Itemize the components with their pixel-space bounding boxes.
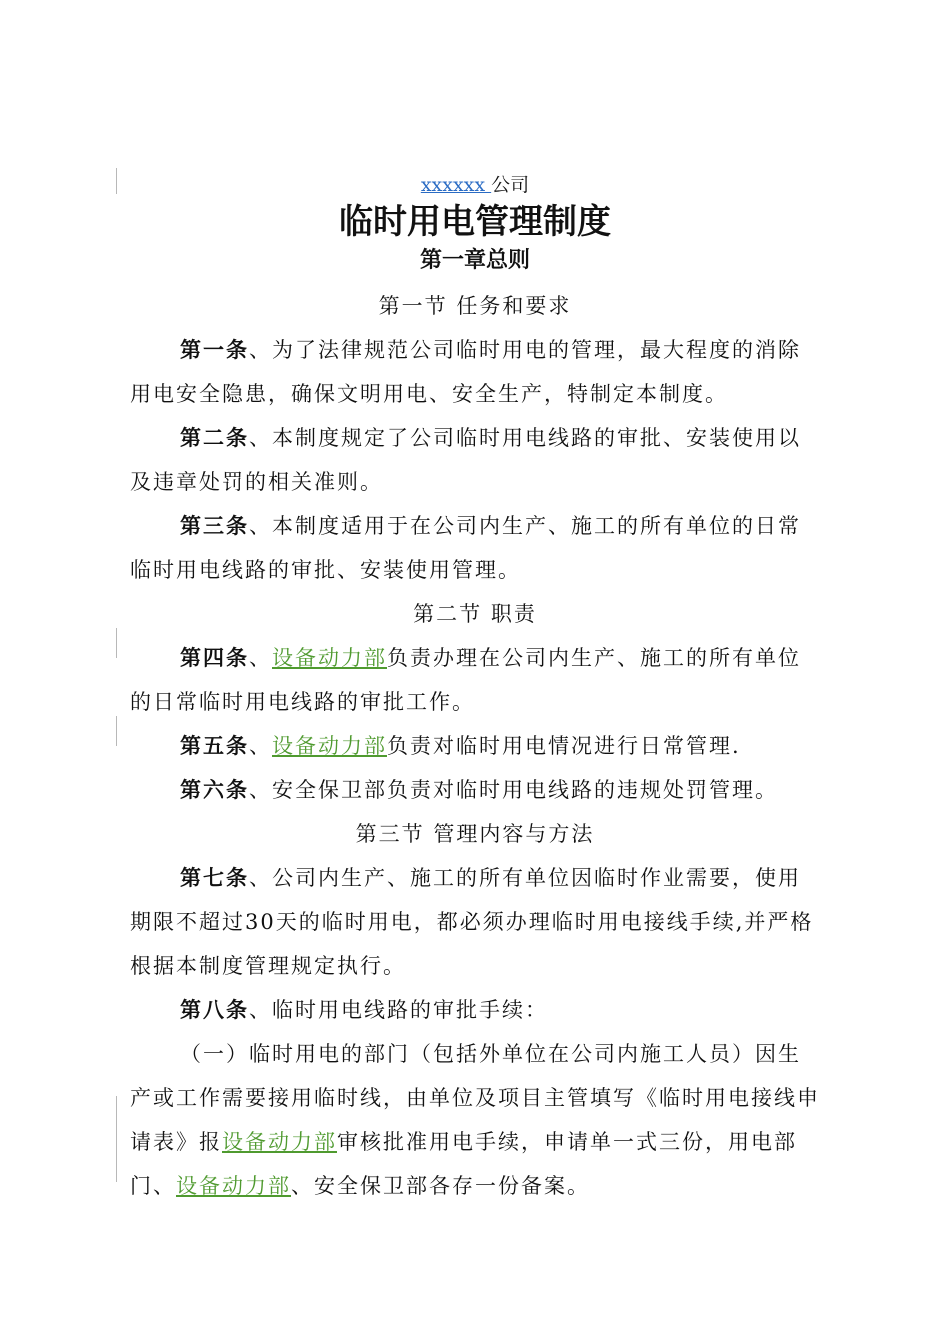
section-heading-3: 第三节 管理内容与方法	[355, 822, 595, 846]
company-name-link[interactable]: xxxxxx	[420, 174, 492, 196]
article-5	[130, 724, 820, 768]
section-heading-1: 第一节 任务和要求	[378, 294, 572, 318]
article-text: 、本制度适用于在公司内生产、施工的所有单位的日常临时用电线路的审批、安装使用管理。	[130, 514, 801, 582]
article-label: 第四条	[180, 645, 249, 670]
article-label: 第五条	[180, 733, 249, 758]
article-3	[130, 504, 820, 592]
margin-change-bar	[116, 1096, 117, 1182]
company-suffix: 公司	[491, 174, 530, 196]
margin-change-bar	[116, 716, 117, 746]
article-label: 第一条	[180, 337, 249, 362]
article-2	[130, 416, 820, 504]
article-label: 第二条	[180, 425, 249, 450]
margin-change-bar	[116, 168, 117, 194]
article-text: 、为了法律规范公司临时用电的管理，最大程度的消除用电安全隐患，确保文明用电、安全生产，特制定本制度。	[130, 338, 801, 406]
article-text: 、	[249, 734, 272, 758]
department-link[interactable]: 设备动力部	[222, 1130, 337, 1154]
article-label: 第三条	[180, 513, 249, 538]
article-label: 第八条	[180, 997, 249, 1022]
article-text: 、安全保卫部负责对临时用电线路的违规处罚管理。	[249, 778, 778, 802]
article-text: 、临时用电线路的审批手续：	[249, 998, 548, 1022]
article-7	[130, 856, 820, 988]
article-label: 第七条	[180, 865, 249, 890]
article-label: 第六条	[180, 777, 249, 802]
department-link[interactable]: 设备动力部	[272, 646, 387, 670]
company-line	[130, 170, 820, 200]
margin-change-bar	[116, 628, 117, 658]
chapter-heading: 第一章总则	[419, 248, 530, 273]
article-8	[130, 988, 820, 1032]
article-4	[130, 636, 820, 724]
item-text: 、安全保卫部各存一份备案。	[291, 1174, 590, 1198]
article-text: 、	[249, 646, 272, 670]
item-text: 审核批准用电手续，申请单一式三份，用电部门、	[130, 1130, 797, 1198]
article-text: 、公司内生产、施工的所有单位因临时作业需要，使用期限不超过30天的临时用电，都必须办理临时用电接线手续,并严格根据本制度管理规定执行。	[130, 866, 814, 978]
article-text: 、本制度规定了公司临时用电线路的审批、安装使用以及违章处罚的相关准则。	[130, 426, 801, 494]
item-text: （一）临时用电的部门（包括外单位在公司内施工人员）因生产或工作需要接用临时线，由单位及项目主管填写《临时用电接线申请表》报	[130, 1042, 820, 1154]
department-link[interactable]: 设备动力部	[272, 734, 387, 758]
document-title: 临时用电管理制度	[339, 202, 611, 242]
section-heading-2: 第二节 职责	[413, 602, 537, 626]
article-6	[130, 768, 820, 812]
article-text: 负责对临时用电情况进行日常管理.	[387, 734, 741, 758]
department-link[interactable]: 设备动力部	[176, 1174, 291, 1198]
item-1	[130, 1032, 820, 1208]
article-text: 负责办理在公司内生产、施工的所有单位的日常临时用电线路的审批工作。	[130, 646, 801, 714]
article-1	[130, 328, 820, 416]
document-page	[130, 170, 820, 1208]
